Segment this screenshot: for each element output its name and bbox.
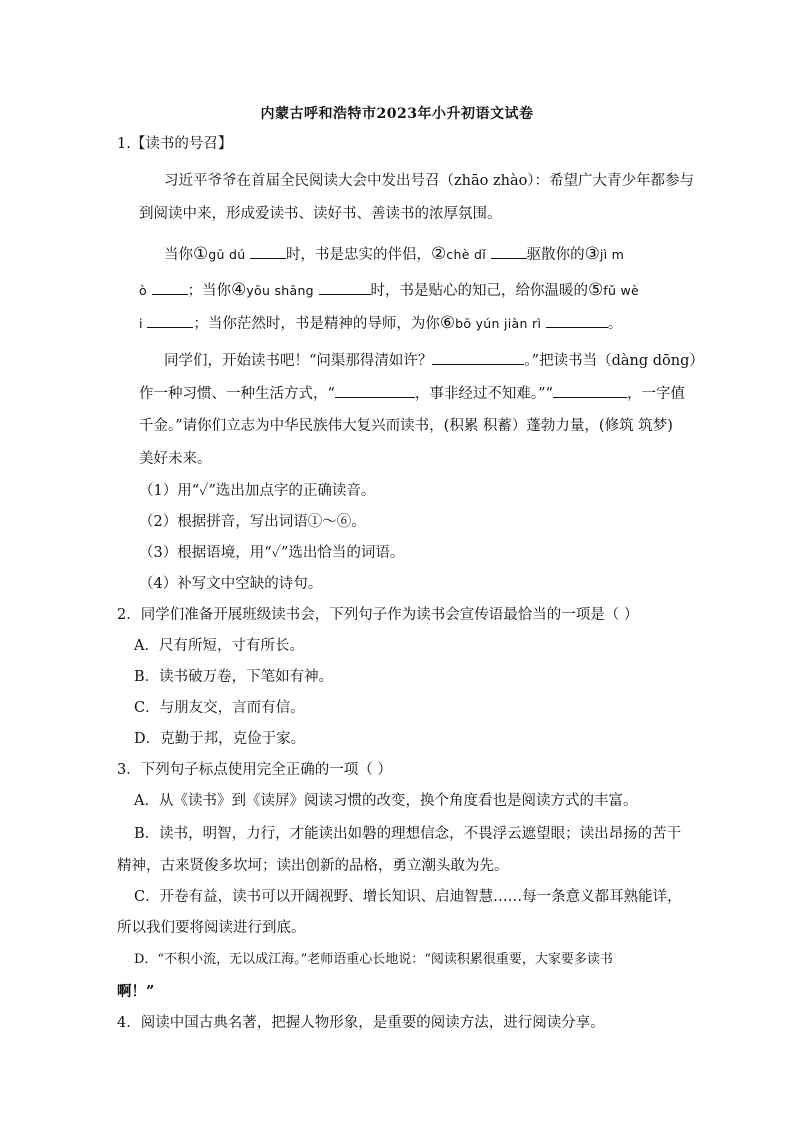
q1-text: 时，书是贴心的知己，给你温暖的 bbox=[370, 283, 589, 299]
answer-blank-1[interactable] bbox=[250, 244, 286, 259]
q1-subquestion-3: （3）根据语境，用“✓”选出恰当的词语。 bbox=[139, 545, 405, 561]
pinyin-1: gū dú bbox=[208, 247, 246, 262]
q1-text: 。”把读书当（dàng dōng） bbox=[524, 353, 704, 369]
q1-text: ；当你茫然时，书是精神的导师，为你 bbox=[193, 316, 440, 332]
circled-number-6: ⑥ bbox=[439, 313, 456, 333]
answer-blank-5[interactable] bbox=[147, 313, 193, 328]
pinyin-2: chè dǐ bbox=[446, 247, 486, 262]
q1-text: 驱散你的 bbox=[526, 247, 585, 263]
q1-text: 时，书是忠实的伴侣， bbox=[286, 247, 432, 263]
poem-blank-1[interactable] bbox=[432, 350, 524, 365]
q2-heading: 2．同学们准备开展班级读书会，下列句子作为读书会宣传语最恰当的一项是（ ） bbox=[117, 607, 639, 623]
q4-heading: 4．阅读中国古典名著，把握人物形象，是重要的阅读方法，进行阅读分享。 bbox=[117, 1015, 605, 1031]
q3-option-b-line1[interactable]: B．读书，明智，力行，才能读出如磐的理想信念，不畏浮云遮望眼；读出昂扬的苦干 bbox=[134, 826, 682, 842]
pinyin-6: bō yún jiàn rì bbox=[455, 316, 542, 331]
q3-option-d-line1[interactable]: D．“不积小流，无以成江海。”老师语重心长地说：“阅读积累很重要，大家要多读书 bbox=[134, 952, 613, 967]
q1-blank-line2 bbox=[139, 280, 639, 301]
q1-text: ，事非经过不知难。”“ bbox=[414, 386, 553, 402]
q1-subquestion-4: （4）补写文中空缺的诗句。 bbox=[139, 576, 323, 592]
q2-option-d[interactable]: D．克勤于邦，克俭于家。 bbox=[134, 731, 306, 747]
q3-option-c-line1[interactable]: C．开卷有益，读书可以开阔视野、增长知识、启迪智慧……每一条意义都耳熟能详， bbox=[134, 889, 682, 905]
q1-blank-line1 bbox=[164, 244, 624, 265]
q1-intro-line1: 习近平爷爷在首届全民阅读大会中发出号召（zhāo zhào）：希望广大青少年都参与 bbox=[164, 173, 695, 189]
q1-text: 当你 bbox=[164, 247, 193, 263]
circled-number-3: ③ bbox=[584, 244, 600, 264]
q1-subquestion-2: （2）根据拼音，写出词语①～⑥。 bbox=[139, 514, 366, 530]
pinyin-3: jì m bbox=[599, 247, 625, 262]
q3-heading: 3．下列句子标点使用完全正确的一项（ ） bbox=[117, 762, 392, 778]
q1-para2-line3: 千金。”请你们立志为中华民族伟大复兴而读书，(积累 积蓄）蓬勃力量，(修筑 筑梦) bbox=[139, 418, 673, 434]
pinyin-3-cont: ò bbox=[139, 283, 147, 298]
q1-text: 。 bbox=[607, 316, 623, 332]
q1-text: 作一种习惯、一种生活方式，“ bbox=[139, 386, 335, 402]
pinyin-5: fǔ wè bbox=[603, 283, 639, 298]
q1-para2-line2 bbox=[139, 383, 685, 404]
answer-blank-4[interactable] bbox=[319, 280, 371, 295]
q1-intro-line2: 到阅读中来，形成爱读书、读好书、善读书的浓厚氛围。 bbox=[139, 206, 502, 222]
q1-text: ；当你 bbox=[187, 283, 232, 299]
circled-number-1: ① bbox=[193, 244, 209, 264]
q2-option-b[interactable]: B．读书破万卷，下笔如有神。 bbox=[134, 669, 334, 685]
circled-number-5: ⑤ bbox=[588, 280, 604, 300]
q1-subquestion-1: （1）用“✓”选出加点字的正确读音。 bbox=[139, 483, 376, 499]
q3-option-c-line2: 所以我们要将阅读进行到底。 bbox=[117, 920, 306, 936]
circled-number-2: ② bbox=[431, 244, 447, 264]
q1-blank-line3 bbox=[139, 313, 622, 334]
q2-option-c[interactable]: C．与朋友交，言而有信。 bbox=[134, 700, 305, 716]
answer-blank-2[interactable] bbox=[491, 244, 527, 259]
q1-text: ，一字值 bbox=[627, 386, 685, 402]
circled-number-4: ④ bbox=[231, 280, 247, 300]
q1-heading: 1.【读书的号召】 bbox=[117, 136, 233, 152]
poem-blank-2[interactable] bbox=[335, 383, 415, 398]
pinyin-4: yōu shāng bbox=[246, 283, 314, 298]
q3-option-d-line2: 啊！” bbox=[117, 983, 155, 1000]
q1-para2-line4: 美好未来。 bbox=[139, 451, 212, 467]
page-title: 内蒙古呼和浩特市2023年小升初语文试卷 bbox=[260, 106, 534, 122]
q3-option-a[interactable]: A．从《读书》到《读屏》阅读习惯的改变，换个角度看也是阅读方式的丰富。 bbox=[134, 793, 638, 809]
q2-option-a[interactable]: A．尺有所短，寸有所长。 bbox=[134, 638, 304, 654]
q3-option-b-line2: 精神，古来贤俊多坎坷；读出创新的品格，勇立潮头敢为先。 bbox=[117, 858, 509, 874]
answer-blank-3[interactable] bbox=[152, 280, 188, 295]
q1-para2-line1 bbox=[164, 350, 704, 371]
q1-text: 同学们，开始读书吧！“问渠那得清如许？ bbox=[164, 353, 433, 369]
pinyin-5-cont: i bbox=[139, 316, 143, 331]
answer-blank-6[interactable] bbox=[546, 313, 608, 328]
poem-blank-3[interactable] bbox=[553, 383, 627, 398]
